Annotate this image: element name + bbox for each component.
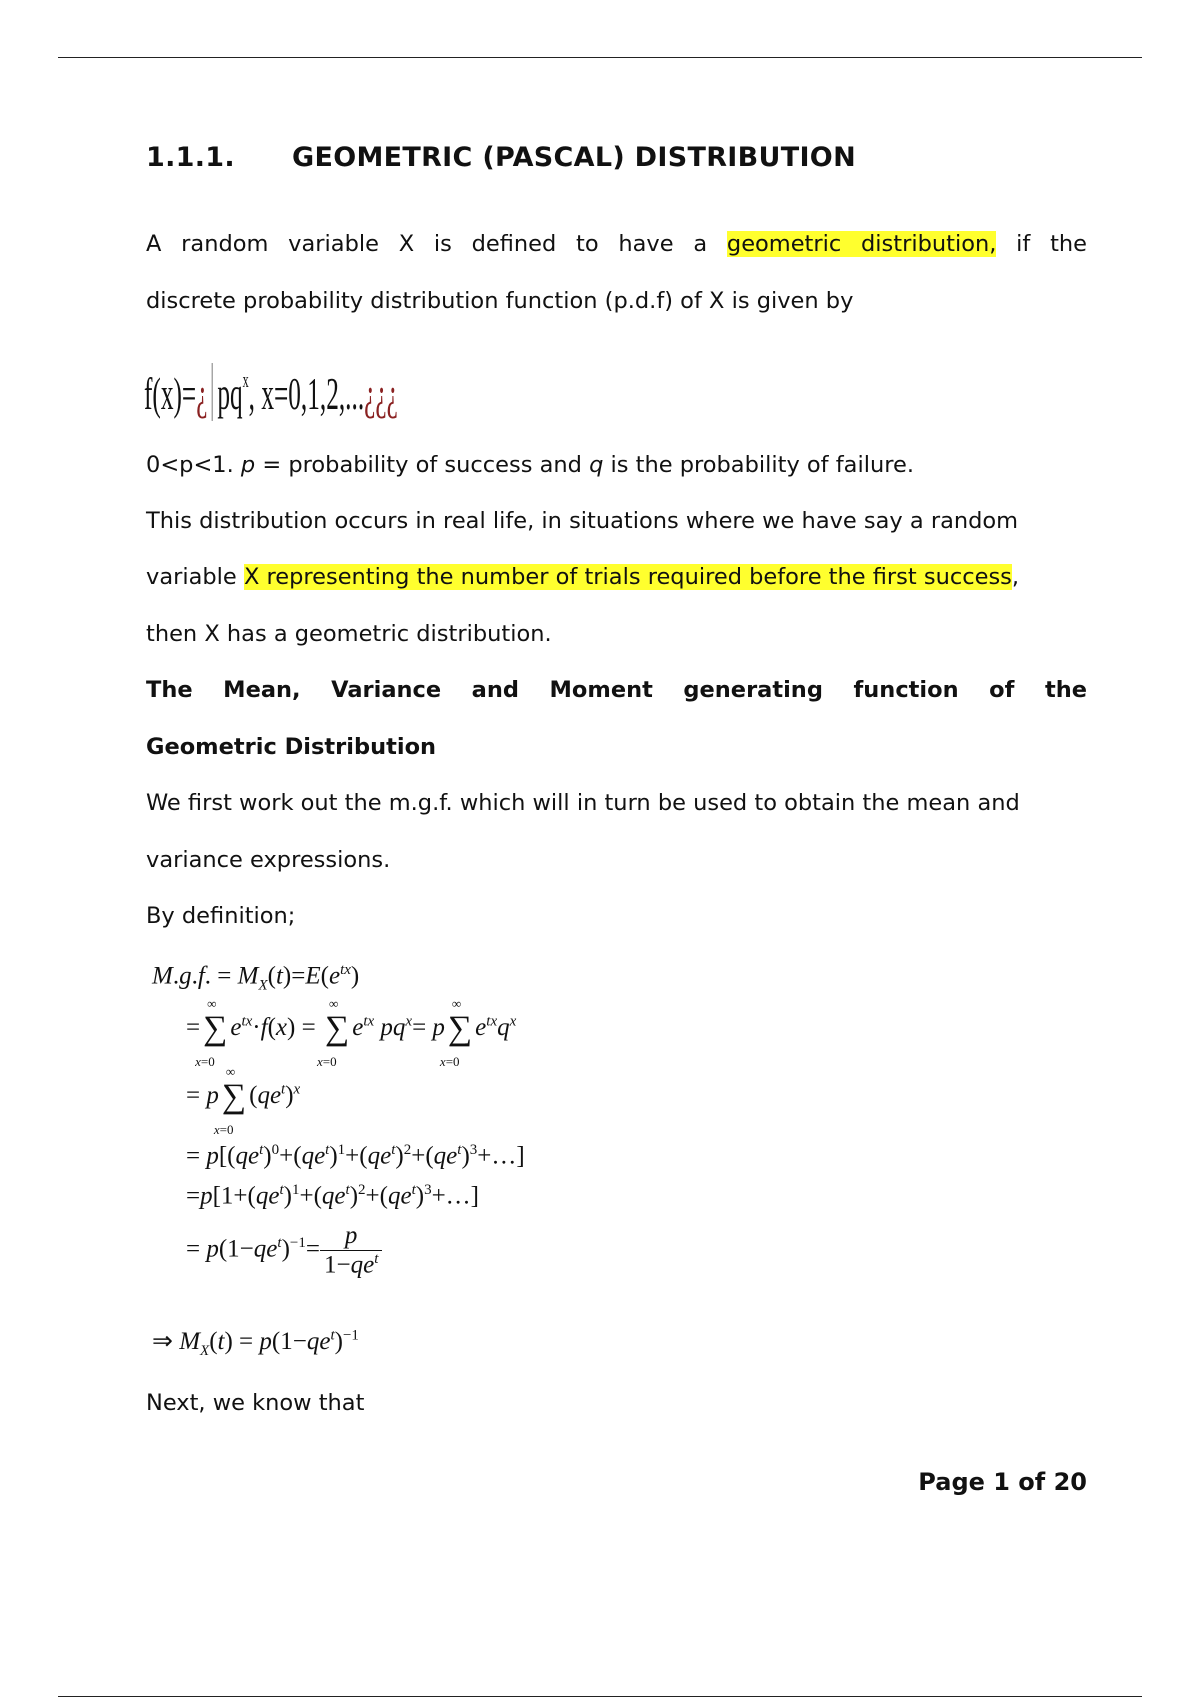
mgf-line-3: = p∑ ∞ x=0 $(qe^t)^x$ (186, 1064, 301, 1137)
para3-line2: variance expressions. (146, 847, 391, 873)
highlight-trials: X representing the number of trials required before the first success (243, 564, 1012, 590)
condition-line: 0<p<1. p = probability of success and q is the probability of failure. (146, 452, 914, 478)
mgf-line-2: =∑ ∞ x=0 $e^{tx}\cdot f(x)$ = ∑ ∞ x=0 $e^{tx}$ $pq^x= p\sum$ ∞ x=0 $e^{tx}q^x$ (186, 996, 517, 1069)
mgf-result: ⇒ $M_X(t) = p(1-qe^t)^{-1}$ (152, 1327, 359, 1359)
subheading-line1: The Mean, Variance and Moment generating function of the (146, 677, 1087, 703)
mgf-line-6: = $p(1-qe^t)^{-1}=$ $\frac{p}{1-qe^t}$ (186, 1222, 382, 1279)
section-heading (146, 142, 856, 173)
para2-line2: variable X representing the number of trials required before the first success, (146, 564, 1020, 590)
page-number: Page 1 of 20 (918, 1468, 1087, 1496)
subheading-line2: Geometric Distribution (146, 734, 437, 760)
para2-line3: then X has a geometric distribution. (146, 621, 552, 647)
section-number: 1.1.1. (146, 142, 235, 173)
top-rule (58, 57, 1142, 58)
pdf-formula-image: f(x)=¿ $pq^x$, x=0,1,2,...¿¿¿ (144, 338, 375, 422)
section-title: GEOMETRIC (PASCAL) DISTRIBUTION (292, 142, 856, 173)
mgf-line-5: $=p[1+(qe^t)^1+(qe^t)^2+(qe^t)^3+\dots]$ (186, 1182, 479, 1210)
para3-line1: We first work out the m.g.f. which will in turn be used to obtain the mean and (146, 790, 1020, 816)
by-definition: By definition; (146, 903, 296, 929)
highlight-geometric: geometric distribution, (726, 231, 997, 257)
mgf-line-1: M.g.f. = $M_X(t)=E(e^{tx})$ (152, 962, 360, 994)
bottom-rule (58, 1696, 1142, 1697)
para2-line1: This distribution occurs in real life, in situations where we have say a random (146, 508, 1019, 534)
para1-line1: A random variable X is defined to have a geometric distribution, if the (146, 231, 1088, 257)
formula-bar (212, 363, 213, 421)
para1-line2: discrete probability distribution function (p.d.f) of X is given by (146, 288, 854, 314)
next-text: Next, we know that (146, 1390, 365, 1416)
mgf-line-4: = $p[(qe^t)^0+(qe^t)^1+(qe^t)^2+(qe^t)^3+\dots]$ (186, 1142, 525, 1170)
